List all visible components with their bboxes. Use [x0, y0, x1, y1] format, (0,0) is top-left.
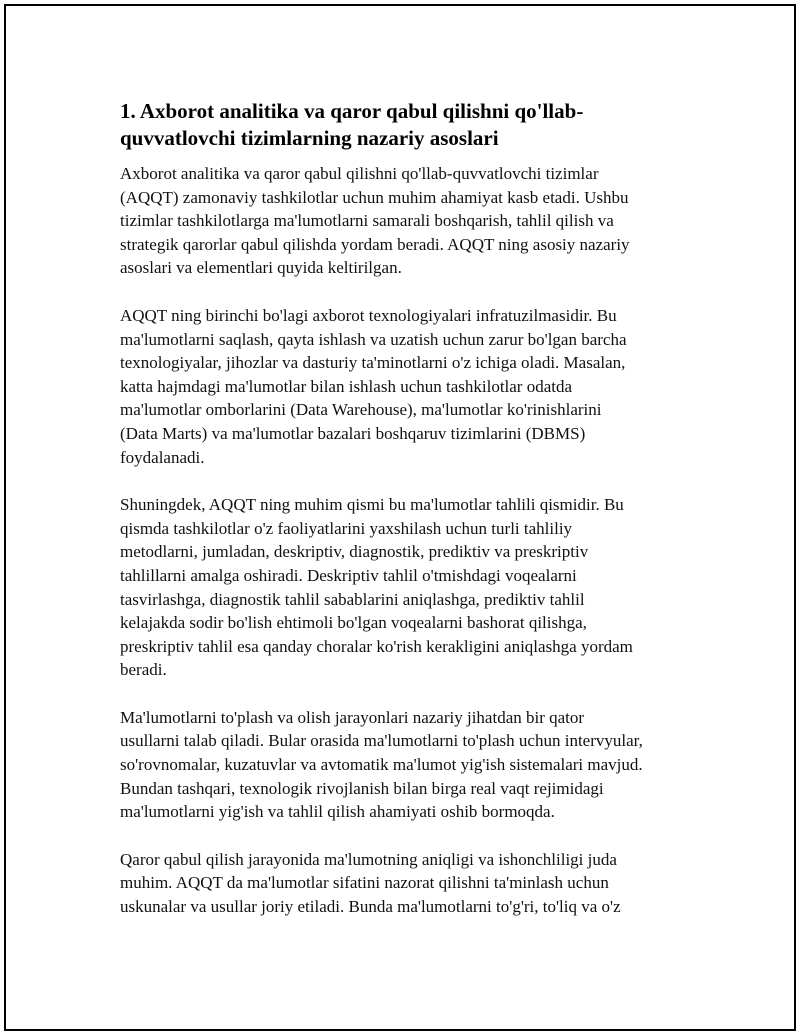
section-heading: 1. Axborot analitika va qaror qabul qilishni qo'llab- quvvatlovchi tizimlarning nazariy asoslari: [120, 99, 584, 150]
page-frame: [4, 4, 796, 1031]
paragraph-data-collection: Ma'lumotlarni to'plash va olish jarayonlari nazariy jihatdan bir qator usullarni talab qiladi. Bular orasida ma'lumotlarni to'plash uchun intervyular, so'rovnomalar, kuzatuvlar va avtomatik ma'lumot yig'ish sistemalari mavjud. Bundan tashqari, texnologik rivojlanish bilan birga real vaqt rejimidagi ma'lumotlarni yig'ish va tahlil qilish ahamiyati oshib bormoqda.: [120, 707, 643, 822]
paragraph-data-quality: Qaror qabul qilish jarayonida ma'lumotning aniqligi va ishonchliligi juda muhim. AQQT da ma'lumotlar sifatini nazorat qilishni ta'minlash uchun uskunalar va usullar joriy etiladi. Bunda ma'lumotlarni to'g'ri, to'liq va o'z: [120, 849, 621, 917]
paragraph-intro: Axborot analitika va qaror qabul qilishni qo'llab-quvvatlovchi tizimlar (AQQT) zamonaviy tashkilotlar uchun muhim ahamiyat kasb etadi. Ushbu tizimlar tashkilotlarga ma'lumotlarni samarali boshqarish, tahlil qilish va strategik qarorlar qabul qilishda yordam beradi. AQQT ning asosiy nazariy asoslari va elementlari quyida keltirilgan.: [120, 164, 630, 278]
paragraph-data-analysis: Shuningdek, AQQT ning muhim qismi bu ma'lumotlar tahlili qismidir. Bu qismda tashkilotlar o'z faoliyatlarini yaxshilash uchun turli tahliliy metodlarni, jumladan, deskriptiv, diagnostik, prediktiv va preskriptiv tahlillarni amalga oshiradi. Deskriptiv tahlil o'tmishdagi voqealarni tasvirlashga, diagnostik tahlil sabablarini aniqlashga, prediktiv tahlil kelajakda sodir bo'lish ehtimoli bo'lgan voqealarni bashorat qilishga, preskriptiv tahlil esa qanday choralar ko'rish kerakligini aniqlashga yordam beradi.: [120, 495, 633, 680]
document-body: [120, 98, 686, 943]
paragraph-infrastructure: AQQT ning birinchi bo'lagi axborot texnologiyalari infratuzilmasidir. Bu ma'lumotlarni saqlash, qayta ishlash va uzatish uchun zarur bo'lgan barcha texnologiyalar, jihozlar va dasturiy ta'minotlarni o'z ichiga oladi. Masalan, katta hajmdagi ma'lumotlar bilan ishlash uchun tashkilotlar odatda ma'lumotlar omborlarini (Data Warehouse), ma'lumotlar ko'rinishlarini (Data Marts) va ma'lumotlar bazalari boshqaruv tizimlarini (DBMS) foydalanadi.: [120, 305, 627, 467]
